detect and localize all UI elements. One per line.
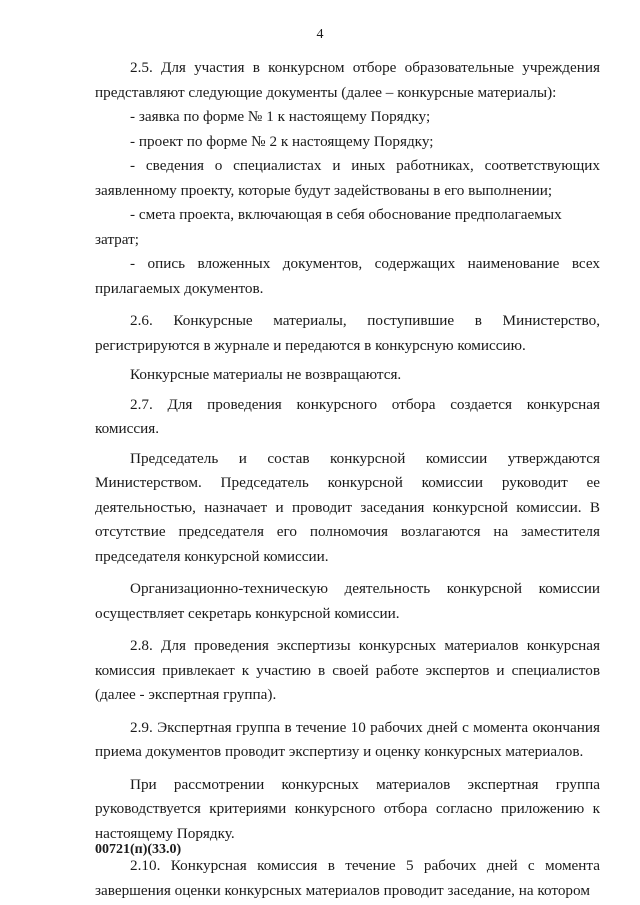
paragraph-2-8: 2.8. Для проведения экспертизы конкурсных материалов конкурсная комиссия привлекает к участию в своей работе экспертов и специалистов (далее - экспертная группа). [95,637,600,703]
list-item-specialists-info: - сведения о специалистах и иных работниках, соответствующих заявленному проекту, которые будут задействованы в его выполнении; [95,157,600,199]
paragraph-chairman-duties: Председатель и состав конкурсной комиссии утверждаются Министерством. Председатель конкурсной комиссии руководит ее деятельностью, назначает и проводит заседания конкурсной комиссии. В отсутствие председателя его полномочия возлагаются на заместителя председателя конкурсной комиссии. [95,449,600,565]
list-item-documents-inventory: - опись вложенных документов, содержащих наименование всех прилагаемых документов. [95,255,600,297]
paragraph-2-10: 2.10. Конкурсная комиссия в течение 5 рабочих дней с момента завершения оценки конкурсных материалов проводит заседание, на котором [95,857,600,899]
paragraph-materials-not-returned: Конкурсные материалы не возвращаются. [130,366,402,383]
page-number: 4 [316,27,324,42]
list-item-application-form: - заявка по форме № 1 к настоящему Порядку; [130,108,431,125]
paragraph-secretary-duties: Организационно-техническую деятельность конкурсной комиссии осуществляет секретарь конкурсной комиссии. [95,580,600,622]
list-item-budget-estimate: - смета проекта, включающая в себя обоснование предполагаемых затрат; [95,206,562,248]
paragraph-expert-criteria: При рассмотрении конкурсных материалов экспертная группа руководствуется критериями конкурсного отбора согласно приложению к настоящему Порядку. [95,775,600,842]
paragraph-2-6: 2.6. Конкурсные материалы, поступившие в Министерство, регистрируются в журнале и передаются в конкурсную комиссию. [95,312,600,354]
document-code: 00721(п)(33.0) [95,842,182,857]
document-body [95,56,600,903]
paragraph-2-7: 2.7. Для проведения конкурсного отбора создается конкурсная комиссия. [95,395,600,437]
list-item-project-form: - проект по форме № 2 к настоящему Порядку; [130,132,434,150]
paragraph-2-5: 2.5. Для участия в конкурсном отборе образовательные учреждения представляют следующие документы (далее – конкурсные материалы): [95,59,600,101]
paragraph-2-9: 2.9. Экспертная группа в течение 10 рабочих дней с момента окончания приема документов проводит экспертизу и оценку конкурсных материалов. [95,718,600,760]
